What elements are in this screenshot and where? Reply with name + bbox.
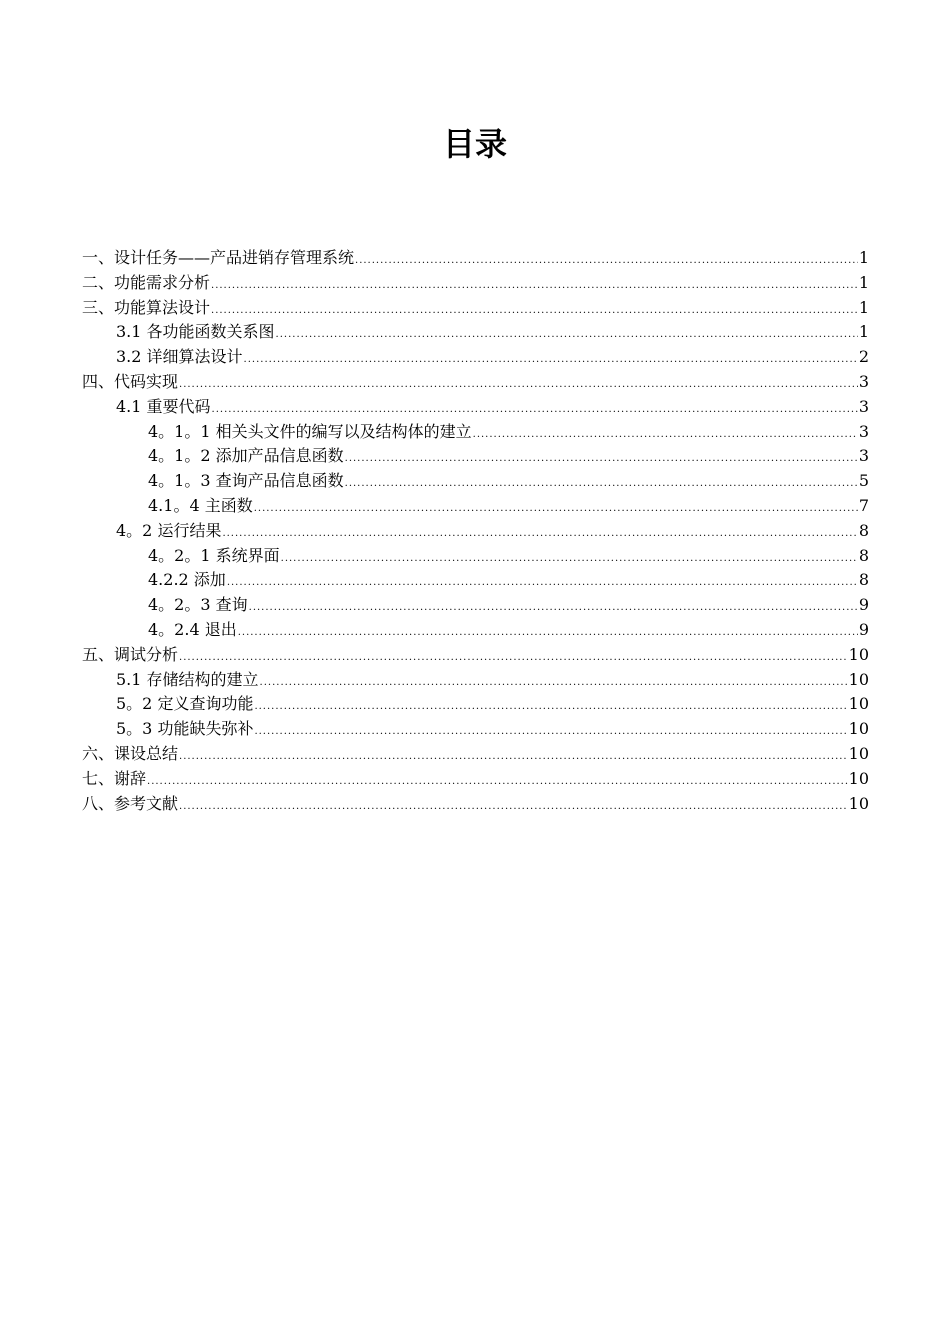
toc-dot-leader (254, 504, 858, 514)
toc-entry[interactable] (82, 618, 869, 643)
toc-page-number: 9 (858, 595, 869, 615)
toc-dot-leader (355, 256, 858, 266)
toc-entry[interactable] (82, 668, 869, 693)
toc-dot-leader (244, 355, 858, 365)
toc-entry[interactable] (82, 271, 869, 296)
toc-entry-text: 4。2.4 退出 (148, 619, 237, 639)
toc-entry[interactable] (82, 519, 869, 544)
toc-dot-leader (179, 752, 848, 762)
toc-entry[interactable] (82, 692, 869, 717)
toc-page-number: 3 (858, 421, 869, 441)
toc-entry-text: 4。2。1 系统界面 (148, 545, 280, 565)
table-of-contents (82, 246, 869, 816)
toc-dot-leader (345, 479, 858, 489)
toc-entry[interactable] (82, 792, 869, 817)
toc-entry[interactable] (82, 320, 869, 345)
toc-entry-text: 五、调试分析 (82, 644, 179, 664)
toc-page-number: 10 (848, 669, 869, 689)
toc-dot-leader (211, 306, 858, 316)
toc-entry-text: 5。3 功能缺失弥补 (116, 719, 254, 739)
toc-entry[interactable] (82, 370, 869, 395)
toc-entry[interactable] (82, 643, 869, 668)
toc-dot-leader (281, 554, 858, 564)
toc-page-number: 3 (858, 446, 869, 466)
toc-entry-text: 5。2 定义查询功能 (116, 694, 254, 714)
toc-dot-leader (212, 405, 858, 415)
toc-entry-text: 4。1。3 查询产品信息函数 (148, 471, 344, 491)
toc-page-number: 7 (858, 495, 869, 515)
toc-entry-text: 七、谢辞 (82, 768, 147, 788)
toc-entry[interactable] (82, 742, 869, 767)
toc-entry[interactable] (82, 593, 869, 618)
toc-entry[interactable] (82, 444, 869, 469)
toc-entry[interactable] (82, 296, 869, 321)
toc-page-number: 1 (858, 322, 869, 342)
toc-dot-leader (276, 330, 858, 340)
toc-entry[interactable] (82, 420, 869, 445)
toc-page-number: 1 (858, 297, 869, 317)
toc-entry-text: 四、代码实现 (82, 371, 179, 391)
toc-entry-text: 4.2.2 添加 (148, 570, 226, 590)
toc-page-number: 10 (848, 768, 869, 788)
toc-dot-leader (238, 628, 858, 638)
toc-entry-text: 二、功能需求分析 (82, 272, 211, 292)
toc-entry-text: 4。1。1 相关头文件的编写以及结构体的建立 (148, 421, 472, 441)
toc-page-number: 1 (858, 248, 869, 267)
toc-entry[interactable] (82, 494, 869, 519)
toc-entry[interactable] (82, 767, 869, 792)
toc-dot-leader (249, 603, 858, 613)
toc-entry-text: 4.1 重要代码 (116, 396, 211, 416)
toc-dot-leader (260, 678, 848, 688)
toc-dot-leader (227, 578, 858, 588)
toc-entry[interactable] (82, 544, 869, 569)
toc-page-number: 10 (848, 793, 869, 813)
toc-dot-leader (179, 802, 848, 812)
toc-page-number: 9 (858, 619, 869, 639)
toc-page-number: 2 (858, 347, 869, 367)
toc-entry[interactable] (82, 345, 869, 370)
toc-dot-leader (179, 653, 848, 663)
toc-page-number: 3 (858, 371, 869, 391)
toc-page-number: 10 (848, 694, 869, 714)
toc-dot-leader (254, 727, 847, 737)
toc-entry-text: 4。2 运行结果 (116, 520, 222, 540)
toc-page-number: 10 (848, 719, 869, 739)
toc-page-number: 10 (848, 743, 869, 763)
toc-page-number: 1 (858, 272, 869, 292)
toc-entry[interactable] (82, 568, 869, 593)
toc-dot-leader (473, 430, 858, 440)
toc-dot-leader (179, 380, 858, 390)
toc-entry-text: 八、参考文献 (82, 793, 179, 813)
page-title: 目录 (442, 125, 507, 163)
toc-entry-text: 4。2。3 查询 (148, 595, 248, 615)
toc-entry[interactable] (82, 469, 869, 494)
toc-entry-text: 5.1 存储结构的建立 (116, 669, 259, 689)
toc-dot-leader (254, 702, 847, 712)
toc-entry-text: 六、课设总结 (82, 743, 179, 763)
toc-page-number: 8 (858, 570, 869, 590)
toc-page-number: 8 (858, 545, 869, 565)
toc-entry-text: 4.1。4 主函数 (148, 495, 253, 515)
toc-dot-leader (211, 281, 858, 291)
toc-entry-text: 一、设计任务——产品进销存管理系统 (82, 248, 355, 267)
toc-entry[interactable] (82, 246, 869, 271)
toc-dot-leader (345, 454, 858, 464)
toc-entry-text: 三、功能算法设计 (82, 297, 211, 317)
toc-entry-text: 3.2 详细算法设计 (116, 347, 243, 367)
toc-page-number: 5 (858, 471, 869, 491)
toc-entry-text: 4。1。2 添加产品信息函数 (148, 446, 344, 466)
toc-entry[interactable] (82, 717, 869, 742)
toc-page-number: 10 (848, 644, 869, 664)
toc-page-number: 3 (858, 396, 869, 416)
toc-dot-leader (147, 777, 848, 787)
toc-entry-text: 3.1 各功能函数关系图 (116, 322, 275, 342)
toc-dot-leader (222, 529, 857, 539)
toc-page-number: 8 (858, 520, 869, 540)
toc-entry[interactable] (82, 395, 869, 420)
